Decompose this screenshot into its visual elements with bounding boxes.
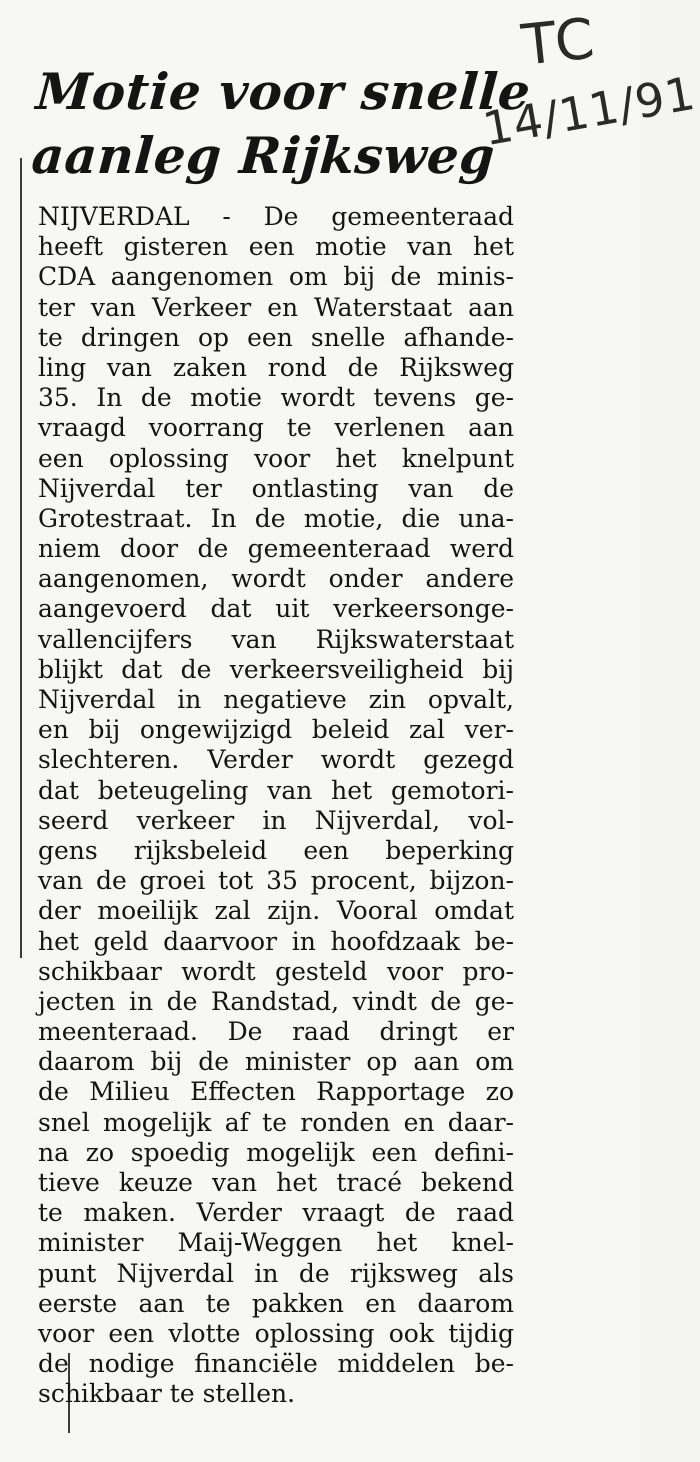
article-line: van de groei tot 35 procent, bijzon- <box>38 866 514 896</box>
article-line: de Milieu Effecten Rapportage zo <box>38 1077 514 1107</box>
article-line: punt Nijverdal in de rijksweg als <box>38 1258 514 1288</box>
article-line: ter van Verkeer en Waterstaat aan <box>38 292 514 322</box>
headline-line-2: aanleg Rijksweg <box>29 126 497 185</box>
article-line: te dringen op een snelle afhande- <box>38 322 514 352</box>
article-line: ling van zaken rond de Rijksweg <box>38 352 514 382</box>
article-line: Nijverdal in negatieve zin opvalt, <box>38 685 514 714</box>
article-line: Nijverdal ter ontlasting van de <box>38 473 514 503</box>
article-line: NIJVERDAL - De gemeenteraad <box>38 202 514 231</box>
column-rule-top <box>20 158 22 958</box>
article-line: aangevoerd dat uit verkeersonge- <box>38 594 514 624</box>
article-line: minister Maij-Weggen het knel- <box>38 1228 514 1258</box>
article-line: aangenomen, wordt onder andere <box>38 564 514 594</box>
article-line: te maken. Verder vraagt de raad <box>38 1198 514 1228</box>
article-line: slechteren. Verder wordt gezegd <box>38 745 514 775</box>
article-line: het geld daarvoor in hoofdzaak be- <box>38 926 514 956</box>
article-line: heeft gisteren een motie van het <box>38 232 514 262</box>
article-line: tieve keuze van het tracé bekend <box>38 1168 514 1197</box>
article-body <box>38 202 514 1410</box>
article-line: Grotestraat. In de motie, die una- <box>38 503 514 533</box>
handwritten-source-note: TC <box>518 6 600 79</box>
article-line: voor een vlotte oplossing ook tijdig <box>38 1318 514 1348</box>
article-line: en bij ongewijzigd beleid zal ver- <box>38 715 514 745</box>
article-line: dat beteugeling van het gemotori- <box>38 775 514 805</box>
article-headline <box>29 60 533 188</box>
article-line: een oplossing voor het knelpunt <box>38 443 514 473</box>
article-line: schikbaar wordt gesteld voor pro- <box>38 956 514 986</box>
article-line: niem door de gemeenteraad werd <box>38 534 514 564</box>
article-line: eerste aan te pakken en daarom <box>38 1288 514 1318</box>
article-line: blijkt dat de verkeersveiligheid bij <box>38 654 514 684</box>
article-line: CDA aangenomen om bij de minis- <box>38 262 514 292</box>
article-line: de nodige financiële middelen be- <box>38 1349 514 1379</box>
article-line: der moeilijk zal zijn. Vooral omdat <box>38 896 514 926</box>
article-line: vallencijfers van Rijkswaterstaat <box>38 624 514 654</box>
article-line: 35. In de motie wordt tevens ge- <box>38 383 514 413</box>
article-line: na zo spoedig mogelijk een defini- <box>38 1137 514 1167</box>
handwritten-date-note: 14/11/91 <box>478 65 700 157</box>
article-line: meenteraad. De raad dringt er <box>38 1017 514 1047</box>
article-line: gens rijksbeleid een beperking <box>38 835 514 865</box>
article-line: daarom bij de minister op aan om <box>38 1047 514 1077</box>
article-line: seerd verkeer in Nijverdal, vol- <box>38 805 514 835</box>
article-line: vraagd voorrang te verlenen aan <box>38 413 514 443</box>
article-line: jecten in de Randstad, vindt de ge- <box>38 986 514 1016</box>
headline-line-1: Motie voor snelle <box>34 62 533 121</box>
article-line: schikbaar te stellen. <box>38 1379 296 1409</box>
article-line: snel mogelijk af te ronden en daar- <box>38 1107 514 1137</box>
